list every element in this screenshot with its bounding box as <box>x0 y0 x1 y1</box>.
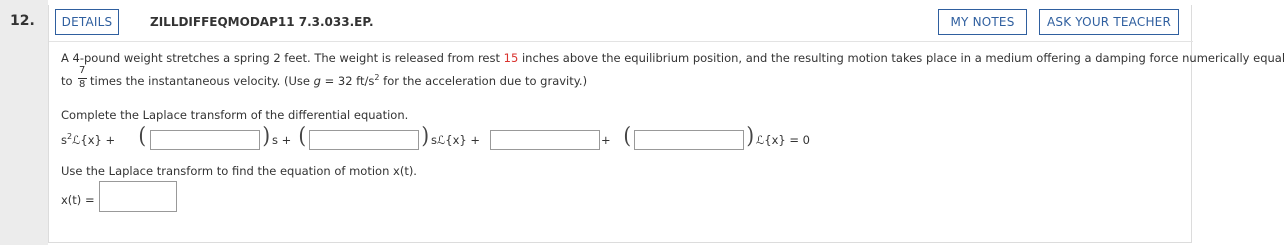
fraction-denominator: 8 <box>79 79 86 90</box>
coefficient-input-3[interactable] <box>490 130 600 150</box>
equation-sL-term: sℒ{x} + <box>431 133 481 147</box>
coefficient-input-1[interactable] <box>150 130 260 150</box>
equation-lead: $s^2ℒ\{x\}$ + <box>61 132 116 147</box>
motion-prompt: Use the Laplace transform to find the equation of motion x(t). <box>61 164 417 178</box>
equation-tail: ℒ{x} = 0 <box>756 133 810 147</box>
question-panel <box>48 5 1285 243</box>
problem-line-2 <box>90 74 587 88</box>
question-code: ZILLDIFFEQMODAP11 7.3.033.EP. <box>150 15 374 29</box>
coefficient-input-4[interactable] <box>634 130 744 150</box>
problem-text-2c: for the acceleration due to gravity.) <box>379 74 588 88</box>
motion-answer-input[interactable] <box>99 181 177 212</box>
question-header <box>49 5 1193 39</box>
question-number-column <box>0 0 48 245</box>
problem-text-1b: inches above the equilibrium position, and the resulting motion takes place in a medium offering a damping force numerically equal <box>518 51 1285 65</box>
left-paren-2: ( <box>298 124 307 149</box>
problem-text-2a: times the instantaneous velocity. (Use <box>90 74 314 88</box>
left-paren-1: ( <box>138 124 147 149</box>
units-exponent: 2 <box>374 73 380 82</box>
ask-your-teacher-button[interactable]: ASK YOUR TEACHER <box>1039 9 1179 35</box>
equation-plus: + <box>601 133 611 147</box>
answer-label: x(t) = <box>61 193 95 207</box>
gravity-symbol: g <box>313 74 321 88</box>
right-paren-2: ) <box>421 124 430 149</box>
header-divider <box>49 41 1193 42</box>
coefficient-input-2[interactable] <box>309 130 419 150</box>
right-paren-1: ) <box>262 124 271 149</box>
equation-s-term: s + <box>272 133 292 147</box>
details-button[interactable]: DETAILS <box>55 9 119 35</box>
laplace-prompt: Complete the Laplace transform of the differential equation. <box>61 108 409 122</box>
highlighted-value: 15 <box>503 51 519 65</box>
problem-text-1a: A 4-pound weight stretches a spring 2 feet. The weight is released from rest <box>61 51 504 65</box>
my-notes-button[interactable]: MY NOTES <box>938 9 1027 35</box>
fraction-numerator: 7 <box>79 65 86 76</box>
left-paren-3: ( <box>623 124 632 149</box>
question-number: 12. <box>10 13 35 29</box>
right-paren-3: ) <box>746 124 755 149</box>
problem-text-2b: = 32 ft/s <box>320 74 375 88</box>
problem-line-1 <box>61 51 1285 65</box>
problem-line-2-prefix: to <box>61 74 73 88</box>
